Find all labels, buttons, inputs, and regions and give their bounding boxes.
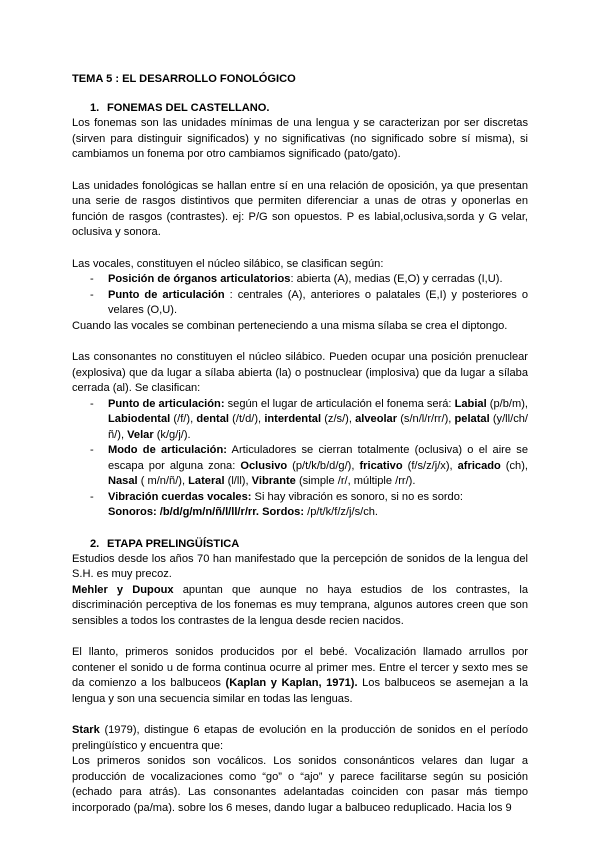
list-item: [72, 443, 528, 490]
term: Punto de articulación:: [108, 397, 225, 410]
section-2-title: ETAPA PRELINGÜÍSTICA: [107, 537, 240, 550]
item-text: (p/t/k/b/d/g/),: [287, 459, 360, 472]
item-text: (f/s/z/j/x),: [402, 459, 458, 472]
term: Nasal: [108, 475, 138, 487]
item-text: Si hay vibración es sonoro, si no es sordo:: [251, 490, 463, 503]
item-text: /p/t/k/f/z/j/s/ch.: [304, 506, 379, 518]
item-text: ( m/n/ñ/),: [137, 475, 189, 487]
list-item: [72, 272, 528, 288]
paragraph-text: El llanto, primeros sonidos producidos por el bebé. Vocalización llamado arrullos por contener el sonido u de forma continua ocurre al primer mes. Entre el tercer y sexto mes se da comienzo a los balbuceos: [72, 646, 528, 689]
list-item: [72, 288, 528, 319]
item-text: (y/ll/ch/ñ/),: [108, 413, 528, 441]
item-text: (/f/),: [170, 413, 197, 425]
item-text: (s/n/l/r/rr/),: [397, 413, 455, 425]
term: Vibración cuerdas vocales:: [108, 490, 252, 503]
paragraph-primeros-sonidos: Los primeros sonidos son vocálicos. Los sonidos consonánticos velares dan lugar a producción de vocalizaciones como “go” o “ajo” y parece facilitarse según su posición (echado para atrás). Las consonantes adelantadas coinciden con pasar más tiempo incorporado (pa/ma). sobre los 6 meses, dando lugar a balbuceo reduplicado. Hacia los 9: [72, 755, 528, 814]
term: Sordos:: [262, 506, 305, 518]
term: africado: [457, 459, 501, 472]
item-text: (simple /r/, múltiple /rr/).: [295, 475, 416, 487]
item-text: (p/b/m),: [486, 397, 528, 410]
list-item: [72, 397, 528, 444]
paragraph-fonemas: Los fonemas son las unidades mínimas de una lengua y se caracterizan por ser discretas (sirven para distinguir significados) y no significativas (no significado sobre sí misma), si cambiamos un fonema por otro cambiamos significado (pato/gato).: [72, 117, 528, 160]
citation: (Kaplan y Kaplan, 1971).: [225, 677, 358, 689]
section-1-title: FONEMAS DEL CASTELLANO.: [107, 102, 270, 114]
item-text: Articuladores se cierran totalmente (oclusiva) o el aire se escapa por alguna zona:: [108, 444, 528, 472]
paragraph-unidades: Las unidades fonológicas se hallan entre sí en una relación de oposición, ya que presentan una serie de rasgos distintivos que permiten diferenciar a unas de otras y oponerlas en función de rasgos (contrastes). ej: P/G son opuestos. P es labial,oclusiva,sorda y G velar, oclusiva y sonora.: [72, 179, 528, 238]
term: pelatal: [454, 413, 490, 425]
item-text: (ch),: [500, 459, 528, 472]
paragraph-llanto: [72, 645, 528, 707]
paragraph-text: (1979), distingue 6 etapas de evolución en la producción de sonidos en el período prelingüístico y encuentra que:: [72, 724, 528, 752]
term: Labial: [454, 397, 487, 410]
paragraph-consonantes-intro: Las consonantes no constituyen el núcleo silábico. Pueden ocupar una posición prenuclear (explosiva) que da lugar a sílaba abierta (la) o postnuclear (implosiva) que da lugar a sílaba cerrada (al). Se clasifican:: [72, 351, 528, 394]
list-item: [72, 490, 528, 521]
section-2-number: 2.: [90, 537, 100, 550]
dash-marker: -: [90, 490, 94, 503]
paragraph-diptongo: Cuando las vocales se combinan perteneciendo a una misma sílaba se crea el diptongo.: [72, 319, 508, 332]
term: Velar: [127, 428, 154, 441]
section-2-heading: [72, 537, 528, 552]
paragraph-text: Los balbuceos se asemejan a la lengua y son una secuencia similar en todas las lenguas.: [72, 677, 528, 705]
term: Punto de articulación: [108, 288, 225, 301]
item-text: (l/ll),: [224, 475, 252, 487]
item-text: : abierta (A), medias (E,O) y cerradas (I,U).: [290, 273, 503, 285]
term: Modo de articulación:: [108, 444, 227, 456]
term: interdental: [264, 413, 322, 425]
term: Posición de órganos articulatorios: [108, 273, 291, 285]
author-name: Mehler y Dupoux: [72, 583, 174, 596]
dash-marker: -: [90, 397, 94, 410]
paragraph-estudios: Estudios desde los años 70 han manifestado que la percepción de sonidos de la lengua del S.H. es muy precoz.: [72, 552, 528, 580]
consonant-list: [72, 397, 528, 521]
section-1-number: 1.: [90, 102, 100, 114]
term: Vibrante: [251, 475, 296, 487]
term: Oclusivo: [240, 459, 288, 472]
dash-marker: -: [90, 288, 94, 301]
paragraph-vocales-intro: Las vocales, constituyen el núcleo silábico, se clasifican según:: [72, 257, 384, 270]
author-name: Stark: [72, 724, 100, 736]
paragraph-mehler: [72, 583, 528, 630]
dash-marker: -: [90, 444, 94, 456]
item-text: según el lugar de articulación el fonema será:: [224, 397, 455, 410]
term: Labiodental: [108, 413, 171, 425]
term: alveolar: [355, 413, 398, 425]
document-title: TEMA 5 : EL DESARROLLO FONOLÓGICO: [72, 73, 296, 85]
item-text: (/t/d/),: [229, 413, 265, 425]
item-text: : centrales (A), anteriores o palatales (E,I) y posteriores o velares (O,U).: [108, 288, 528, 316]
dash-marker: -: [90, 273, 94, 285]
item-text: (k/g/j/).: [153, 428, 191, 441]
term: Sonoros: /b/d/g/m/n/ñ/l/ll/r/rr.: [108, 506, 260, 518]
vowel-list: [72, 272, 528, 319]
term: Lateral: [188, 475, 225, 487]
paragraph-text: apuntan que aunque no haya estudios de los contrastes, la discriminación perceptiva de los fonemas es muy temprana, algunos autores creen que son sensibles a todos los contrastes de la lengua desde recien nacidos.: [72, 583, 528, 627]
section-1-heading: [72, 101, 528, 116]
term: fricativo: [359, 459, 403, 472]
term: dental: [196, 413, 229, 425]
item-text: (z/s/),: [321, 413, 356, 425]
paragraph-stark: [72, 723, 528, 754]
